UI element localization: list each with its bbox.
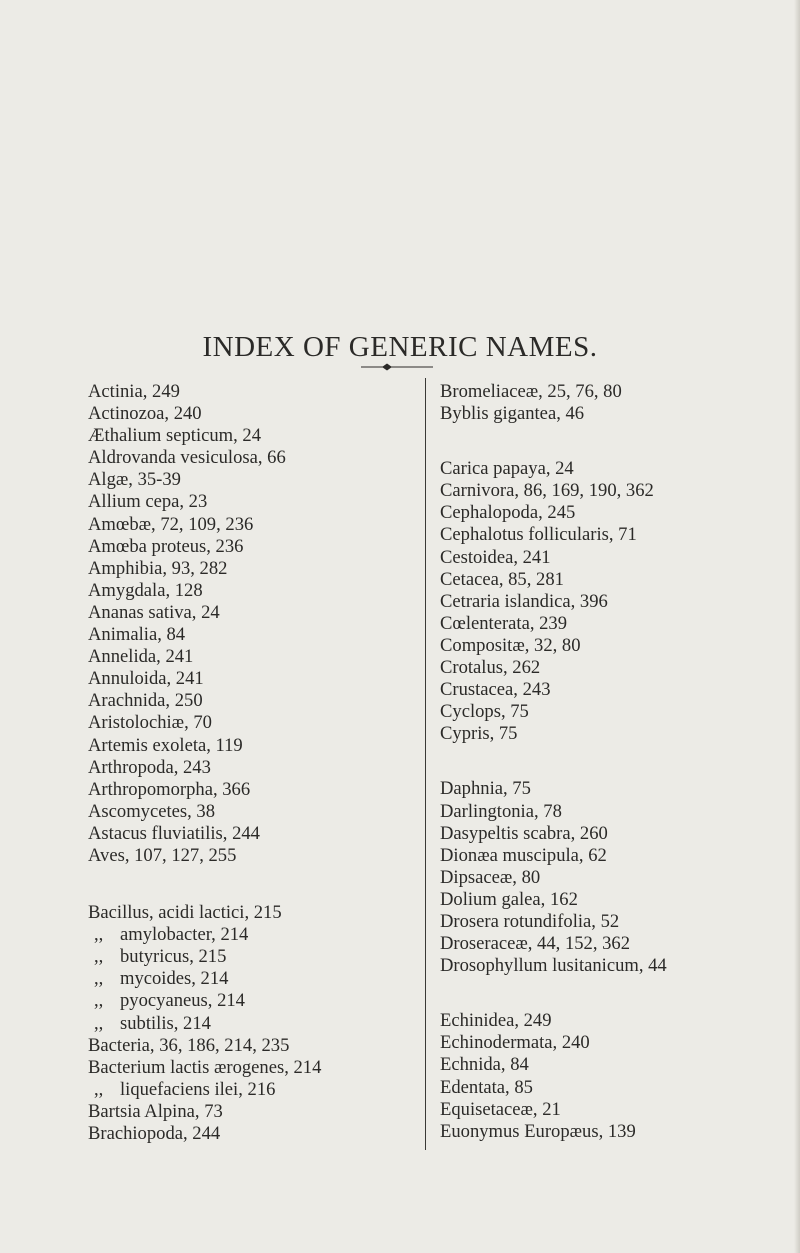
index-entry: Arachnida, 250 [88, 690, 203, 712]
index-entry: Bacteria, 36, 186, 214, 235 [88, 1034, 290, 1056]
index-entry: Cetraria islandica, 396 [440, 590, 608, 612]
index-entry: Actinia, 249 [88, 381, 180, 402]
index-entry: Annelida, 241 [88, 646, 194, 668]
index-subentry-text: liquefaciens ilei, 216 [120, 1078, 276, 1100]
index-entry: Cyclops, 75 [440, 701, 529, 723]
index-entry: Crotalus, 262 [440, 657, 541, 679]
index-subentry [88, 946, 388, 968]
index-entry: Bacterium lactis ærogenes, 214 [88, 1056, 322, 1078]
index-entry: Brachiopoda, 244 [88, 1123, 221, 1144]
index-entry: Daphnia, 75 [440, 778, 531, 800]
index-entry: Dipsaceæ, 80 [440, 866, 541, 888]
index-subentry-text: subtilis, 214 [120, 1012, 211, 1034]
index-column-left [88, 381, 388, 1145]
index-entry: Arthropomorpha, 366 [88, 778, 251, 800]
index-entry: Droseraceæ, 44, 152, 362 [440, 933, 631, 955]
index-group-b [88, 902, 388, 1145]
index-entry: Bacillus, acidi lactici, 215 [88, 902, 282, 924]
index-group-e [440, 1010, 770, 1143]
index-entry: Equisetaceæ, 21 [440, 1098, 561, 1120]
index-entry: Annuloida, 241 [88, 668, 204, 690]
index-subentry-text: pyocyaneus, 214 [120, 990, 245, 1012]
index-entry: Echnida, 84 [440, 1054, 529, 1076]
index-entry: Cypris, 75 [440, 723, 518, 745]
ditto-mark: ,, [94, 946, 104, 968]
index-entry: Dasypeltis scabra, 260 [440, 822, 608, 844]
index-entry: Cephalopoda, 245 [440, 502, 576, 524]
ditto-mark: ,, [94, 968, 104, 990]
index-subentry [88, 1079, 388, 1101]
ornament-divider-icon [361, 362, 433, 372]
index-entry: Bartsia Alpina, 73 [88, 1100, 223, 1122]
index-entry: Algæ, 35-39 [88, 469, 181, 491]
index-entry: Edentata, 85 [440, 1076, 533, 1098]
index-entry: Carica papaya, 24 [440, 458, 574, 480]
index-group-d [440, 778, 770, 977]
index-group-b-cont [440, 381, 770, 425]
index-entry: Drosophyllum lusitanicum, 44 [440, 955, 667, 977]
index-entry: Darlingtonia, 78 [440, 800, 562, 822]
index-entry: Echinidea, 249 [440, 1010, 552, 1032]
index-entry: Arthropoda, 243 [88, 756, 211, 778]
index-entry: Aldrovanda vesiculosa, 66 [88, 447, 286, 469]
index-entry: Cœlenterata, 239 [440, 612, 568, 634]
index-subentry-text: amylobacter, 214 [120, 924, 249, 946]
index-entry: Amœba proteus, 236 [88, 535, 244, 557]
index-entry: Dionæa muscipula, 62 [440, 844, 607, 866]
page-title: INDEX OF GENERIC NAMES. [202, 331, 598, 364]
index-entry: Euonymus Europæus, 139 [440, 1120, 636, 1142]
index-entry: Aristolochiæ, 70 [88, 712, 212, 734]
index-entry: Ascomycetes, 38 [88, 800, 216, 822]
index-entry: Compositæ, 32, 80 [440, 634, 581, 656]
index-subentry-text: mycoides, 214 [120, 968, 229, 990]
index-entry: Crustacea, 243 [440, 679, 551, 701]
ditto-mark: ,, [94, 990, 104, 1012]
index-entry: Amphibia, 93, 282 [88, 557, 228, 579]
index-entry: Ananas sativa, 24 [88, 601, 220, 623]
page-edge-shadow [794, 0, 800, 1253]
index-entry: Actinozoa, 240 [88, 403, 202, 425]
index-entry: Dolium galea, 162 [440, 888, 578, 910]
column-divider [425, 378, 426, 1150]
index-column-right [440, 381, 770, 1143]
index-subentry [88, 924, 388, 946]
index-subentry [88, 1013, 388, 1035]
index-entry: Cephalotus follicularis, 71 [440, 524, 637, 546]
index-group-a [88, 381, 388, 867]
index-entry: Cestoidea, 241 [440, 546, 551, 568]
ditto-mark: ,, [94, 1078, 104, 1100]
index-entry: Carnivora, 86, 169, 190, 362 [440, 480, 654, 502]
index-entry: Æthalium septicum, 24 [88, 425, 262, 447]
index-subentry [88, 990, 388, 1012]
index-entry: Aves, 107, 127, 255 [88, 844, 237, 866]
index-subentry [88, 968, 388, 990]
index-entry: Bromeliaceæ, 25, 76, 80 [440, 381, 622, 402]
index-subentry-text: butyricus, 215 [120, 946, 227, 968]
index-entry: Allium cepa, 23 [88, 491, 208, 513]
index-entry: Drosera rotundifolia, 52 [440, 910, 620, 932]
index-entry: Astacus fluviatilis, 244 [88, 822, 260, 844]
index-entry: Animalia, 84 [88, 624, 186, 646]
ditto-mark: ,, [94, 924, 104, 946]
index-group-c [440, 458, 770, 745]
ditto-mark: ,, [94, 1012, 104, 1034]
index-entry: Echinodermata, 240 [440, 1032, 590, 1054]
index-entry: Byblis gigantea, 46 [440, 403, 585, 425]
index-entry: Amygdala, 128 [88, 579, 203, 601]
index-entry: Amœbæ, 72, 109, 236 [88, 513, 254, 535]
index-entry: Artemis exoleta, 119 [88, 734, 243, 756]
index-entry: Cetacea, 85, 281 [440, 568, 564, 590]
